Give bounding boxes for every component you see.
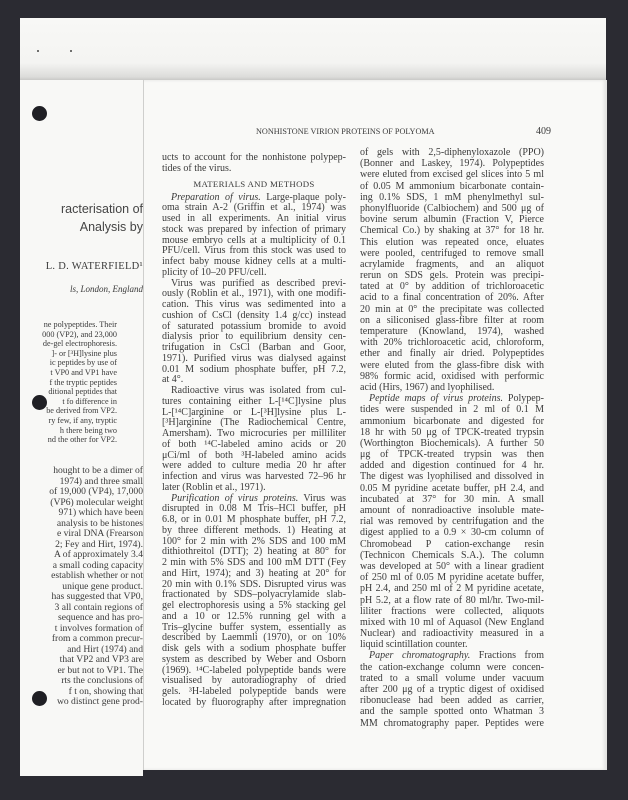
paragraph: [360, 650, 544, 728]
text-line: tures containing either L-[¹⁴C]lysine plus: [162, 395, 346, 407]
text-line: amount of nonradioactive insoluble mate-: [360, 505, 544, 516]
paragraph: [360, 147, 544, 393]
text-line: stock was prepared by infection of primary: [162, 223, 346, 235]
body-line: a small coding capacity: [52, 559, 143, 571]
text-line: acid (Hirs, 1967) and lyophilised.: [360, 381, 495, 393]
text-column-right: [360, 147, 544, 729]
text-line: bovine serum albumin (Fraction V, Pierce: [360, 214, 544, 226]
text-line: trated to a small volume under vacuum: [360, 672, 544, 684]
text-line: 20 min at 0° the precipitate was collected: [360, 303, 544, 315]
text-line: (Technicon Chemicals S.A.). The column: [360, 549, 544, 561]
text-line: 100° for 2 min with 2% SDS and 100 mM: [162, 535, 346, 547]
section-heading: MATERIALS AND METHODS: [193, 178, 315, 189]
text-line: Nuclear) and radioactivity measured in a: [360, 628, 544, 640]
text-line: PFU/cell. Virus from this stock was used to: [162, 245, 346, 257]
author-line: L. D. WATERFIELD¹: [45, 261, 143, 272]
text-line: disrupted in 0.08 M Tris–HCl buffer, pH: [162, 503, 346, 515]
paragraph-run-in-heading: Paper chromatography.: [369, 650, 471, 662]
text-line: oma strain A-2 (Griffin et al., 1974) was: [162, 202, 346, 214]
text-line: digest applied to a 0.9 × 30-cm column of: [360, 527, 544, 539]
text-line-rest: Fractions from: [470, 650, 544, 662]
text-line: Virus was purified as described previ-: [171, 277, 346, 289]
text-line: This elution was repeated once, eluates: [360, 236, 544, 248]
body-line: sequence and has pro-: [58, 612, 143, 623]
body-line: er but not to VP1. The: [57, 664, 143, 676]
abstract-line: ic peptides by use of: [49, 358, 117, 368]
paragraph-run-in-heading: Peptide maps of virus proteins.: [369, 393, 503, 405]
body-line: 1974) and three small: [59, 475, 143, 487]
text-line: liquid scintillation counter.: [360, 639, 468, 651]
text-line: trifugation in CsCl (Barban and Goor,: [162, 342, 346, 353]
text-line: ing 0.1% SDS, 1 mM phenylmethyl sul-: [360, 191, 544, 203]
text-line: of 250 ml of 0.05 M pyridine acetate buffer,: [360, 572, 544, 584]
text-line: were pooled, centrifuged to remove small: [360, 247, 544, 259]
paragraph: [162, 494, 346, 709]
body-line: establish whether or not: [51, 570, 143, 581]
previous-page-strip: [20, 80, 143, 776]
text-line: of saturated potassium bromide to avoid: [162, 320, 346, 332]
text-line: plicity of 10–20 PFU/cell.: [162, 266, 267, 278]
abstract-line: ditional peptides that: [48, 387, 117, 397]
text-line: were added to culture media 20 hr after: [162, 460, 346, 472]
text-line: dialysis prior to equilibrium density cen-: [162, 331, 346, 343]
text-line: liliter fractions were collected, aliquots: [360, 605, 544, 617]
text-line: added and digestion continued for 4 hr.: [360, 460, 544, 472]
abstract-line: 000 (VP2), and 23,000: [42, 329, 117, 339]
text-line-rest: Large-plaque poly-: [260, 191, 346, 203]
article-title-fragment: [61, 200, 143, 236]
text-line: gels. ³H-labeled polypeptide bands were: [162, 686, 346, 697]
body-line: f t on, showing that: [68, 685, 143, 697]
folded-page-flap: [20, 18, 606, 82]
text-line: 20 min with 0.1% SDS. Disrupted virus was: [162, 578, 346, 590]
text-line: with 20% trichloroacetic acid, chloroform,: [360, 337, 544, 349]
body-line: and Hirt (1974) and: [67, 643, 143, 655]
abstract-line: ]- or [³H]lysine plus: [51, 348, 117, 358]
text-line-rest: Polypep-: [502, 393, 545, 405]
text-line: by three different methods. 1) Heating at: [162, 524, 346, 536]
page-number: 409: [536, 126, 551, 137]
text-line: was developed at 50° with a linear gradient: [360, 560, 544, 572]
abstract-line: h there being two: [59, 425, 117, 435]
body-line: t involves formation of: [54, 622, 143, 634]
text-line: Chemical Co.) by shaking at 37° for 18 hr.: [360, 225, 544, 237]
text-line: and a 10 or 12.5% running gel with a: [162, 610, 346, 622]
text-line: 0.05 M pyridine acetate buffer, pH 2.4, and: [360, 482, 544, 494]
paragraph: [162, 193, 346, 279]
text-line: incubated at 37° for 30 min. A small: [360, 493, 544, 505]
text-line: tides were suspended in 2 ml of 0.1 M: [360, 404, 544, 416]
text-line: cation. This virus was sedimented into a: [162, 299, 346, 310]
text-line: tides of the virus.: [162, 162, 232, 174]
body-line: 2; Fey and Hirt, 1974).: [55, 538, 143, 550]
paragraph: [162, 386, 346, 494]
punch-hole: [32, 106, 47, 121]
text-line: Chromobead P cation-exchange resin: [360, 538, 544, 550]
affiliation-line: ls, London, England: [69, 284, 143, 294]
text-line: of gels with 2,5-diphenyloxazole (PPO): [360, 147, 544, 158]
text-line: 6.8, or in 0.01 M phosphate buffer, pH 7.2,: [162, 514, 346, 525]
body-line: has suggested that VP0,: [51, 591, 143, 602]
text-line: infect baby mouse kidney cells at a multi-: [162, 256, 346, 267]
text-line: after 200 μg of a tryptic digest of oxidised: [360, 684, 544, 695]
body-line: (VP6) molecular weight: [50, 496, 143, 508]
text-line: 1971). Purified virus was dialysed against: [162, 352, 346, 364]
text-line: gel electrophoresis using a 5% stacking gel: [162, 600, 346, 611]
text-line: rial was removed by centrifugation and the: [360, 516, 544, 528]
text-line: at 4°.: [162, 374, 184, 386]
text-line: later (Roblin et al., 1971).: [162, 481, 266, 493]
abstract-line: ne polypeptides. Their: [43, 320, 117, 329]
text-line: of both ¹⁴C-labeled amino acids or 20: [162, 438, 346, 450]
text-line: Amersham). Two microcuries per milliliter: [162, 428, 346, 439]
text-line: described by Laemmli (1970), or on 10%: [162, 632, 346, 644]
text-line: mouse embryo cells at a multiplicity of 0.1: [162, 234, 346, 246]
text-line: 0.01 M sodium phosphate buffer, pH 7.2,: [162, 363, 346, 375]
text-line: were eluted from the glass-fibre disk with: [360, 359, 544, 371]
text-column-left: [162, 153, 346, 709]
scan-speck: [70, 50, 72, 52]
abstract-line: t VP0 and VP1 have: [50, 367, 117, 377]
body-line: 971) which have been: [58, 507, 143, 518]
text-line: mixed with 10 ml of Aquasol (New England: [360, 616, 544, 628]
text-line: L-[¹⁴C]arginine or L-[³H]lysine plus L-: [162, 406, 346, 418]
text-line: acrylamide fragments, and an aliquot: [360, 258, 544, 270]
text-line: infection and virus was harvested 72–96 hr: [162, 471, 346, 482]
text-line: The digest was lyophilised and dissolved in: [360, 471, 544, 483]
punch-hole: [32, 395, 47, 410]
body-line: A of approximately 3.4: [54, 549, 143, 560]
text-line: used in all experiments. An initial virus: [162, 213, 346, 224]
paragraph: [162, 279, 346, 387]
text-line: were eluted from excised gel slices into 5 ml: [360, 169, 544, 181]
text-line: Tris–glycine buffer system, essentially as: [162, 621, 346, 633]
text-line: visualised by autoradiography of dried: [162, 675, 346, 687]
paragraph: [360, 393, 544, 650]
paragraph-run-in-heading: Preparation of virus.: [171, 191, 261, 203]
text-line: acid to a final concentration of 20%. After: [360, 292, 544, 304]
text-line: disk gels with a sodium phosphate buffer: [162, 643, 346, 654]
text-line: ously (Roblin et al., 1971), with one modifi-: [162, 288, 346, 300]
text-line: on a siliconised glass-fibre filter at room: [360, 314, 544, 326]
text-line: 98% formic acid, oxidised with performic: [360, 370, 544, 382]
body-line: hought to be a dimer of: [53, 465, 143, 476]
text-line: system as described by Weber and Osborn: [162, 653, 346, 665]
text-line: (Worthington Biochemicals). A further 50: [360, 437, 544, 449]
abstract-line: t fo difference in: [62, 396, 117, 406]
text-line: [³H]arginine (The Radiochemical Centre,: [162, 417, 346, 429]
text-line: cushion of CsCl (density 1.4 g/cc) instead: [162, 309, 346, 321]
text-line: located by fluorography after impregnation: [162, 696, 346, 708]
body-line: that VP2 and VP3 are: [59, 654, 143, 665]
text-line: (1969). ¹⁴C-labeled polypeptide bands were: [162, 664, 346, 676]
text-line: ether and finally air dried. Polypeptides: [360, 348, 544, 360]
abstract-line: nd the other for VP2.: [47, 435, 117, 445]
text-line: MM chromatography paper. Peptides were: [360, 717, 544, 729]
text-line: and the sample spotted onto Whatman 3: [360, 706, 544, 718]
paragraph-run-in-heading: Purification of virus proteins.: [171, 492, 299, 504]
body-line: analysis to be histones: [56, 517, 143, 529]
text-line: ammonium bicarbonate and digested for: [360, 415, 544, 427]
text-line: tated at 0° by addition of trichloroacetic: [360, 281, 544, 293]
scan-speck: [37, 50, 39, 52]
title-line: Analysis by: [79, 220, 143, 234]
body-line: 3 all contain regions of: [54, 601, 143, 613]
page-409: [143, 80, 607, 770]
text-line: Radioactive virus was isolated from cul-: [171, 385, 346, 396]
text-line: temperature (Knowland, 1974), washed: [360, 326, 544, 337]
body-line: of 19,000 (VP4), 17,000: [49, 486, 143, 497]
text-line: μg of TPCK-treated trypsin was then: [360, 449, 544, 461]
text-line-rest: Virus was: [298, 492, 347, 504]
abstract-line: de-gel electrophoresis.: [42, 339, 117, 349]
text-line: 2 min with 5% SDS and 100 mM DTT (Fey: [162, 557, 346, 568]
text-line: of 0.05 M ammonium bicarbonate contain-: [360, 180, 544, 192]
text-line: phonylfluoride (Calbiochem) and 500 μg of: [360, 202, 544, 214]
text-line: [360, 650, 544, 661]
body-line: wo distinct gene prod-: [56, 696, 143, 707]
title-line: racterisation of: [61, 202, 143, 216]
text-line: (Bonner and Laskey, 1974). Polypeptides: [360, 158, 544, 170]
body-line: rts the conclusions of: [61, 675, 143, 686]
abstract-fragment: [42, 320, 117, 445]
text-line: the cation-exchange column were concen-: [360, 661, 544, 673]
punch-hole: [32, 691, 47, 706]
text-line: dithiothreitol (DTT); 2) heating at 80° for: [162, 546, 346, 558]
abstract-line: be derived from VP2.: [46, 406, 117, 416]
text-line: ucts to account for the nonhistone polypep-: [162, 152, 346, 163]
body-line: e viral DNA (Frearson: [56, 528, 143, 539]
text-line: and Hirt, 1974); and 3) heating at 20° for: [162, 567, 346, 579]
text-line: ribonuclease had been added as carrier,: [360, 695, 544, 707]
body-line: unique gene product.: [62, 580, 143, 592]
running-title: NONHISTONE VIRION PROTEINS OF POLYOMA: [256, 127, 435, 136]
text-line: fractionated by SDS–polyacrylamide slab-: [162, 589, 346, 601]
text-line: pH 5.2, at a flow rate of 80 ml/hr. Two-mil-: [360, 594, 544, 606]
body-line: from a common precur-: [51, 633, 143, 644]
abstract-line: f the tryptic peptides: [49, 377, 117, 387]
body-text-fragment: [49, 466, 143, 708]
abstract-line: ry few, if any, tryptic: [48, 415, 117, 425]
text-line: 18 hr with 50 μg of TPCK-treated trypsin: [360, 426, 544, 438]
text-line: rerun on SDS gels. Protein was precipi-: [360, 270, 544, 282]
text-line: μCi/ml of both ³H-labeled amino acids: [162, 449, 346, 461]
text-line: [360, 393, 544, 404]
paragraph: [162, 153, 346, 175]
text-line: pH 2.4, and 250 ml of 2 M pyridine acetate,: [360, 583, 544, 595]
